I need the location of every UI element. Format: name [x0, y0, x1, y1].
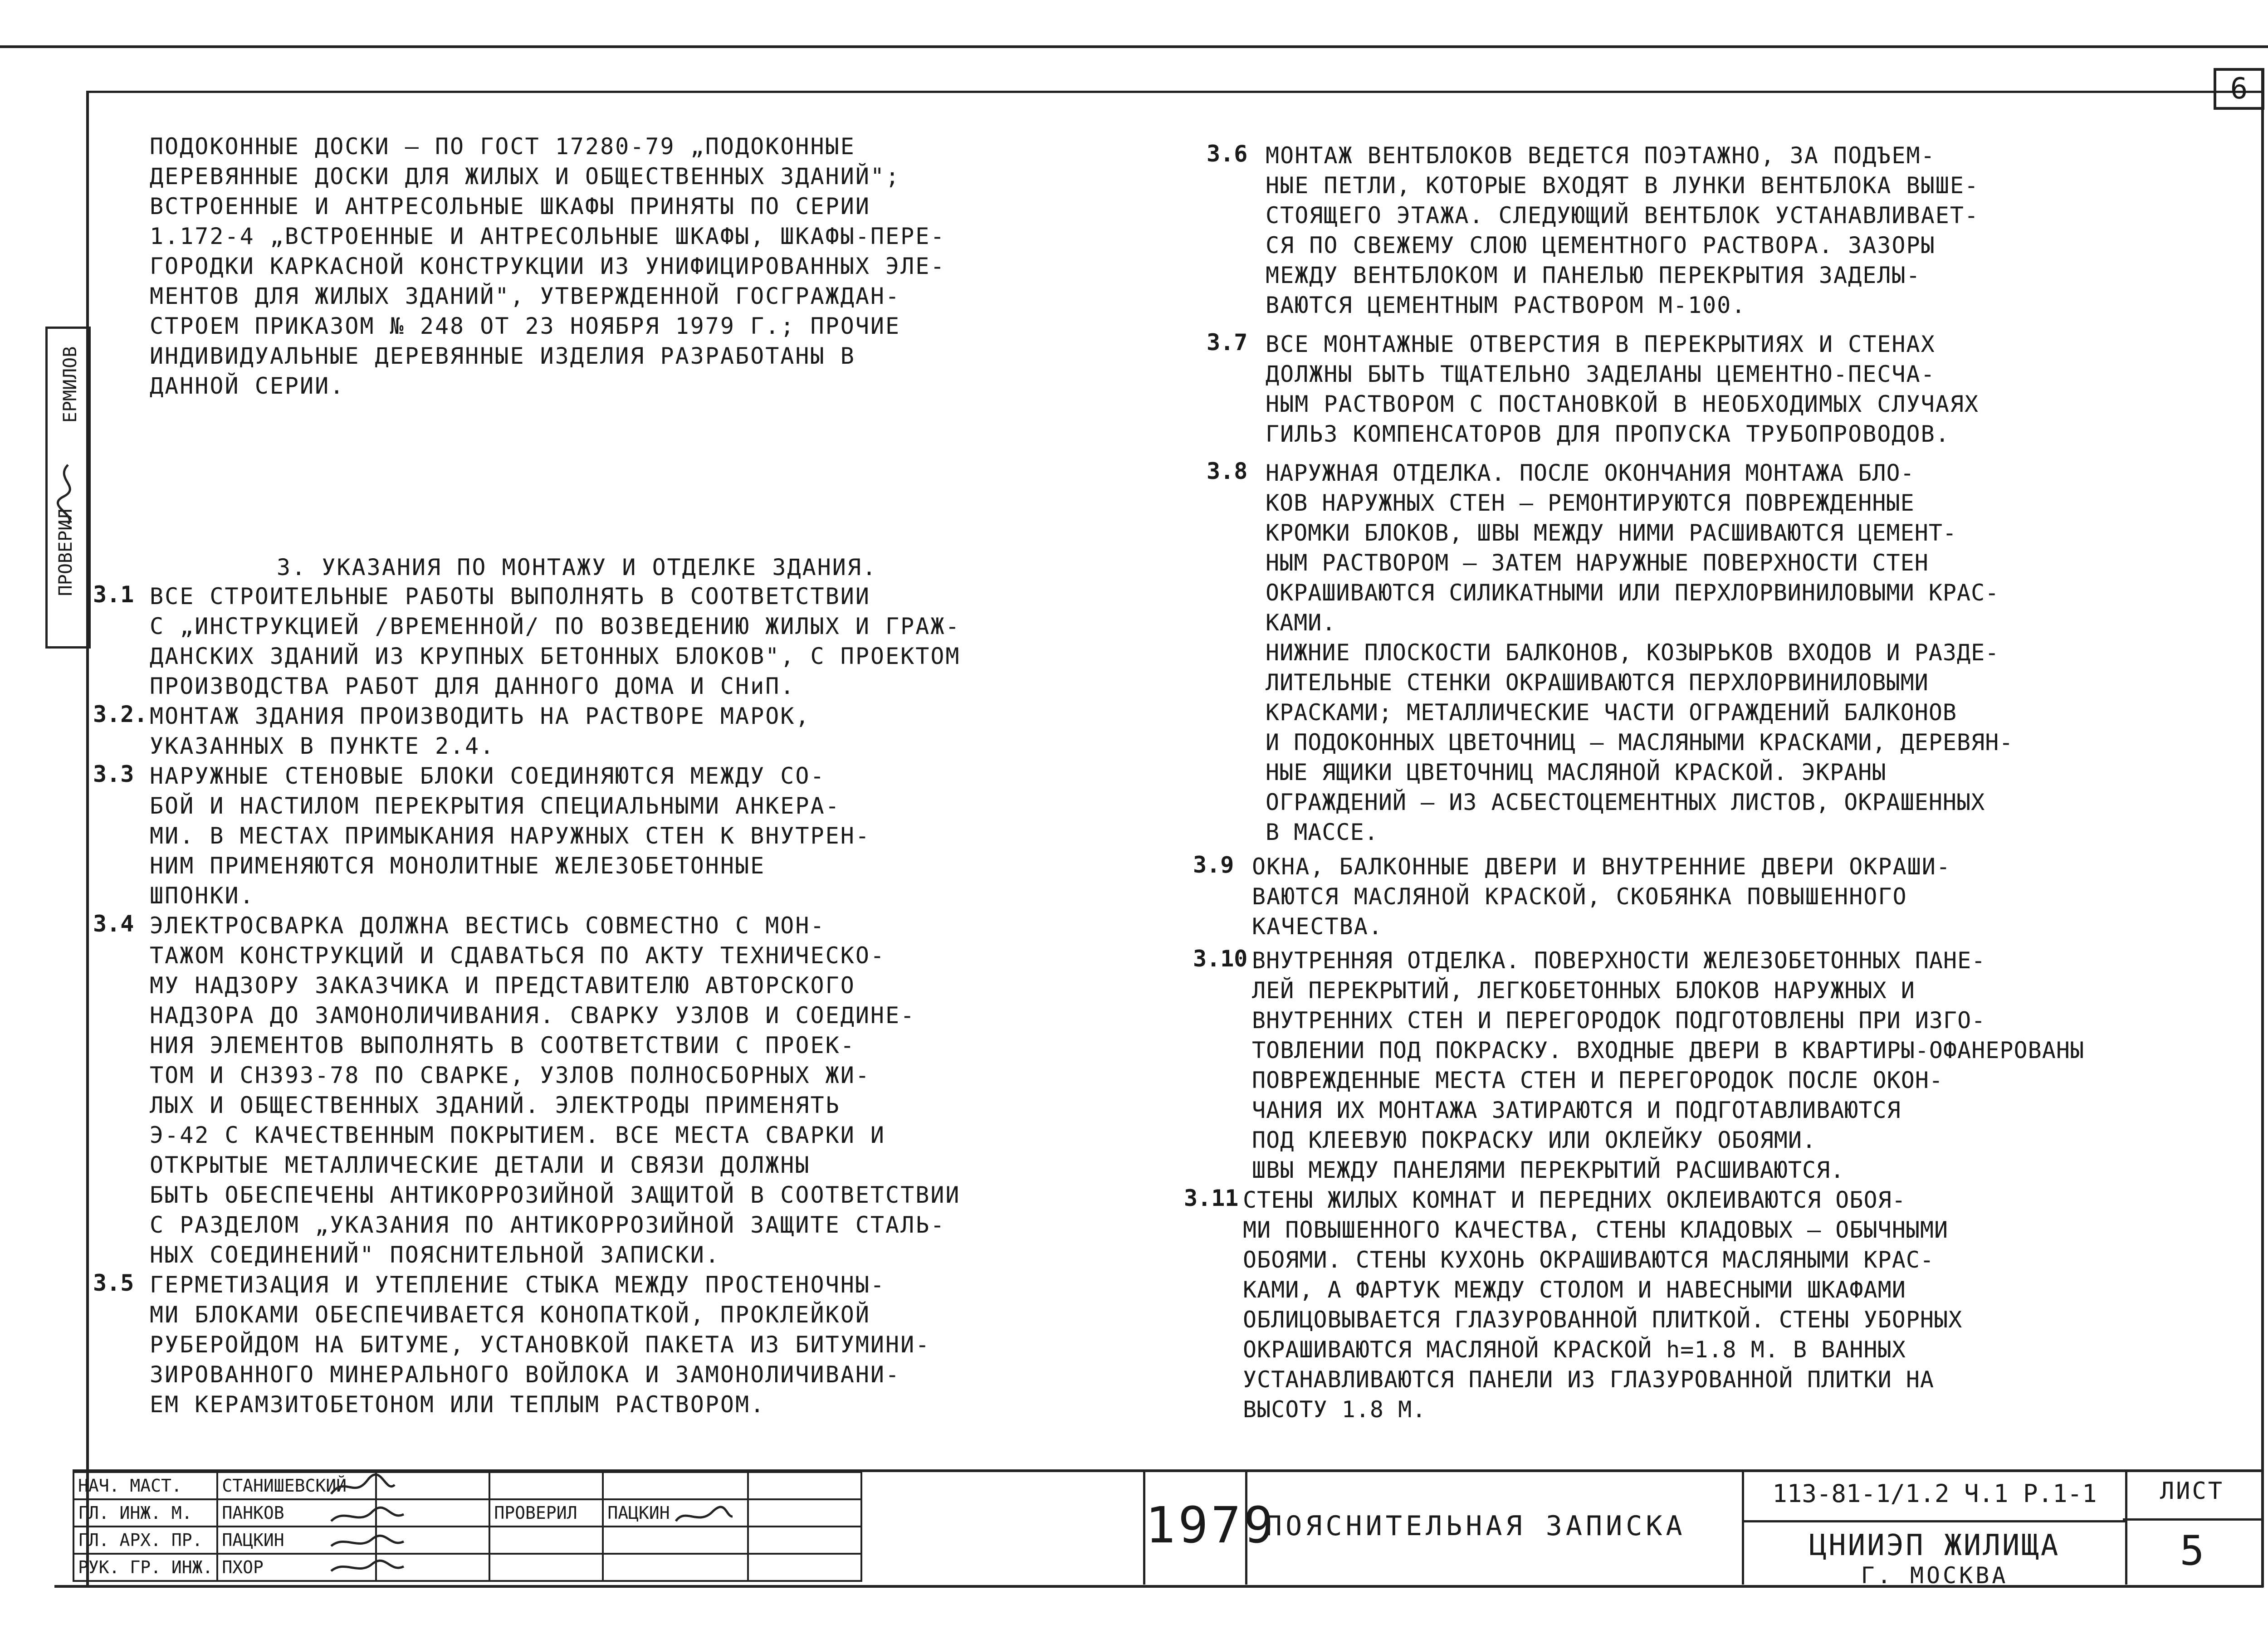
item-line: С „ИНСТРУКЦИЕЙ /ВРЕМЕННОЙ/ ПО ВОЗВЕДЕНИЮ ЖИЛЫХ И ГРАЖ-	[150, 613, 961, 639]
item-line: ТОВЛЕНИИ ПОД ПОКРАСКУ. ВХОДНЫЕ ДВЕРИ В КВАРТИРЫ-ОФАНЕРОВАНЫ	[1252, 1037, 2085, 1063]
item-line: ОТКРЫТЫЕ МЕТАЛЛИЧЕСКИЕ ДЕТАЛИ И СВЯЗИ ДОЛЖНЫ	[150, 1152, 811, 1178]
item-line: ПРОИЗВОДСТВА РАБОТ ДЛЯ ДАННОГО ДОМА И СНиП.	[150, 673, 796, 699]
item-line: В МАССЕ.	[1266, 819, 1378, 845]
item-line: ГИЛЬЗ КОМПЕНСАТОРОВ ДЛЯ ПРОПУСКА ТРУБОПРОВОДОВ.	[1266, 421, 1950, 447]
item-line: ЭЛЕКТРОСВАРКА ДОЛЖНА ВЕСТИСЬ СОВМЕСТНО С МОН-	[150, 912, 826, 939]
item-line: КРАСКАМИ; МЕТАЛЛИЧЕСКИЕ ЧАСТИ ОГРАЖДЕНИЙ БАЛКОНОВ	[1266, 699, 1957, 726]
intro-line: ИНДИВИДУАЛЬНЫЕ ДЕРЕВЯННЫЕ ИЗДЕЛИЯ РАЗРАБОТАНЫ В	[150, 343, 855, 369]
item-number: 3.11	[1184, 1185, 1239, 1211]
intro-line: ДЕРЕВЯННЫЕ ДОСКИ ДЛЯ ЖИЛЫХ И ОБЩЕСТВЕННЫХ ЗДАНИЙ";	[150, 163, 901, 190]
item-line: ОКРАШИВАЮТСЯ СИЛИКАТНЫМИ ИЛИ ПЕРХЛОРВИНИЛОВЫМИ КРАС-	[1266, 580, 1999, 606]
item-3-6	[1266, 141, 1979, 320]
item-3-1	[150, 581, 961, 701]
item-line: ГЕРМЕТИЗАЦИЯ И УТЕПЛЕНИЕ СТЫКА МЕЖДУ ПРОСТЕНОЧНЫ-	[150, 1272, 886, 1298]
item-line: КОВ НАРУЖНЫХ СТЕН – РЕМОНТИРУЮТСЯ ПОВРЕЖДЕННЫЕ	[1266, 490, 1915, 516]
item-line: С РАЗДЕЛОМ „УКАЗАНИЯ ПО АНТИКОРРОЗИЙНОЙ ЗАЩИТЕ СТАЛЬ-	[150, 1212, 946, 1238]
item-line: ВНУТРЕННЯЯ ОТДЕЛКА. ПОВЕРХНОСТИ ЖЕЛЕЗОБЕТОННЫХ ПАНЕ-	[1252, 947, 1986, 974]
item-line: ВАЮТСЯ ЦЕМЕНТНЫМ РАСТВОРОМ М-100.	[1266, 292, 1746, 318]
item-line: МИ ПОВЫШЕННОГО КАЧЕСТВА, СТЕНЫ КЛАДОВЫХ – ОБЫЧНЫМИ	[1243, 1217, 1949, 1243]
document-title: ПОЯСНИТЕЛЬНАЯ ЗАПИСКА	[1266, 1510, 1686, 1542]
sheet-number: 5	[2180, 1527, 2204, 1575]
sheet-number-box	[2214, 68, 2264, 110]
item-line: КАМИ, А ФАРТУК МЕЖДУ СТОЛОМ И НАВЕСНЫМИ ШКАФАМИ	[1243, 1277, 1906, 1303]
item-line: МОНТАЖ ЗДАНИЯ ПРОИЗВОДИТЬ НА РАСТВОРЕ МАРОК,	[150, 703, 811, 729]
item-line: ОБОЯМИ. СТЕНЫ КУХОНЬ ОКРАШИВАЮТСЯ МАСЛЯНЫМИ КРАС-	[1243, 1247, 1935, 1273]
item-line: НИЯ ЭЛЕМЕНТОВ ВЫПОЛНЯТЬ В СООТВЕТСТВИИ С ПРОЕК-	[150, 1032, 855, 1058]
item-line: ОБЛИЦОВЫВАЕТСЯ ГЛАЗУРОВАННОЙ ПЛИТКОЙ. СТЕНЫ УБОРНЫХ	[1243, 1307, 1963, 1333]
city: Г. МОСКВА	[1861, 1562, 2009, 1589]
item-line: МУ НАДЗОРУ ЗАКАЗЧИКА И ПРЕДСТАВИТЕЛЮ АВТОРСКОГО	[150, 972, 855, 999]
item-number: 3.2.	[93, 701, 148, 727]
intro-line: СТРОЕМ ПРИКАЗОМ № 248 ОТ 23 НОЯБРЯ 1979 Г.; ПРОЧИЕ	[150, 313, 901, 339]
organization: ЦНИИЭП ЖИЛИЩА	[1809, 1529, 2060, 1562]
intro-line: МЕНТОВ ДЛЯ ЖИЛЫХ ЗДАНИЙ", УТВЕРЖДЕННОЙ ГОСГРАЖДАН-	[150, 283, 901, 309]
item-line: МИ БЛОКАМИ ОБЕСПЕЧИВАЕТСЯ КОНОПАТКОЙ, ПРОКЛЕЙКОЙ	[150, 1302, 870, 1328]
intro-line: ДАННОЙ СЕРИИ.	[150, 373, 345, 399]
item-line: И ПОДОКОННЫХ ЦВЕТОЧНИЦ – МАСЛЯНЫМИ КРАСКАМИ, ДЕРЕВЯН-	[1266, 729, 2014, 756]
item-line: ШВЫ МЕЖДУ ПАНЕЛЯМИ ПЕРЕКРЫТИЙ РАСШИВАЮТСЯ.	[1252, 1157, 1845, 1183]
left-border	[86, 91, 89, 1587]
item-line: ДОЛЖНЫ БЫТЬ ТЩАТЕЛЬНО ЗАДЕЛАНЫ ЦЕМЕНТНО-ПЕСЧА-	[1266, 361, 1936, 387]
item-line: ЛИТЕЛЬНЫЕ СТЕНКИ ОКРАШИВАЮТСЯ ПЕРХЛОРВИНИЛОВЫМИ	[1266, 669, 1929, 696]
sheet-cell	[2123, 1471, 2261, 1585]
item-line: БЫТЬ ОБЕСПЕЧЕНЫ АНТИКОРРОЗИЙНОЙ ЗАЩИТОЙ В СООТВЕТСТВИИ	[150, 1182, 961, 1208]
intro-line: ГОРОДКИ КАРКАСНОЙ КОНСТРУКЦИИ ИЗ УНИФИЦИРОВАННЫХ ЭЛЕ-	[150, 253, 946, 279]
top-border	[0, 45, 2268, 48]
role-cell: ГЛ. АРХ. ПР.	[73, 1527, 217, 1554]
side-stamp	[45, 327, 91, 649]
side-stamp-checked: ПРОВЕРИЛ	[55, 508, 76, 596]
side-stamp-signature	[50, 460, 86, 528]
item-3-3	[150, 761, 870, 911]
item-3-11	[1243, 1185, 1962, 1424]
inner-top-border	[86, 91, 2263, 93]
item-line: НЫЕ ПЕТЛИ, КОТОРЫЕ ВХОДЯТ В ЛУНКИ ВЕНТБЛОКА ВЫШЕ-	[1266, 172, 1980, 199]
item-line: НЫМ РАСТВОРОМ С ПОСТАНОВКОЙ В НЕОБХОДИМЫХ СЛУЧАЯХ	[1266, 391, 1980, 417]
item-line: МЕЖДУ ВЕНТБЛОКОМ И ПАНЕЛЬЮ ПЕРЕКРЫТИЯ ЗАДЕЛЫ-	[1266, 262, 1921, 288]
checked-signature	[748, 1499, 861, 1527]
item-line: НАРУЖНАЯ ОТДЕЛКА. ПОСЛЕ ОКОНЧАНИЯ МОНТАЖА БЛО-	[1266, 460, 1915, 486]
item-line: УСТАНАВЛИВАЮТСЯ ПАНЕЛИ ИЗ ГЛАЗУРОВАННОЙ ПЛИТКИ НА	[1243, 1366, 1935, 1393]
item-line: ЛЕЙ ПЕРЕКРЫТИЙ, ЛЕГКОБЕТОННЫХ БЛОКОВ НАРУЖНЫХ И	[1252, 977, 1915, 1004]
intro-line: ВСТРОЕННЫЕ И АНТРЕСОЛЬНЫЕ ШКАФЫ ПРИНЯТЫ ПО СЕРИИ	[150, 193, 870, 219]
item-line: ЧАНИЯ ИХ МОНТАЖА ЗАТИРАЮТСЯ И ПОДГОТАВЛИВАЮТСЯ	[1252, 1097, 1901, 1123]
checked-name: ПАЦКИН	[603, 1499, 748, 1527]
name-cell: ПАЦКИН	[217, 1527, 376, 1554]
item-line: УКАЗАННЫХ В ПУНКТЕ 2.4.	[150, 733, 495, 759]
item-line: ТОМ И СН393-78 ПО СВАРКЕ, УЗЛОВ ПОЛНОСБОРНЫХ ЖИ-	[150, 1062, 870, 1088]
year-cell	[1143, 1471, 1276, 1585]
item-line: СЯ ПО СВЕЖЕМУ СЛОЮ ЦЕМЕНТНОГО РАСТВОРА. ЗАЗОРЫ	[1266, 232, 1936, 259]
item-line: ВНУТРЕННИХ СТЕН И ПЕРЕГОРОДОК ПОДГОТОВЛЕНЫ ПРИ ИЗГО-	[1252, 1007, 1986, 1034]
item-line: МИ. В МЕСТАХ ПРИМЫКАНИЯ НАРУЖНЫХ СТЕН К ВНУТРЕН-	[150, 823, 870, 849]
checked-label: ПРОВЕРИЛ	[489, 1499, 603, 1527]
item-line: РУБЕРОЙДОМ НА БИТУМЕ, УСТАНОВКОЙ ПАКЕТА ИЗ БИТУМИНИ-	[150, 1332, 931, 1358]
name-cell: СТАНИШЕВСКИЙ	[217, 1472, 376, 1499]
item-3-5	[150, 1270, 930, 1419]
item-number: 3.9	[1193, 852, 1234, 878]
item-line: СТЕНЫ ЖИЛЫХ КОМНАТ И ПЕРЕДНИХ ОКЛЕИВАЮТСЯ ОБОЯ-	[1243, 1187, 1906, 1213]
item-3-7	[1266, 329, 1979, 449]
sheet-label: ЛИСТ	[2123, 1471, 2261, 1521]
item-line: КАЧЕСТВА.	[1252, 913, 1383, 940]
item-number: 3.7	[1207, 329, 1248, 356]
name-cell: ПАНКОВ	[217, 1499, 376, 1527]
item-number: 3.6	[1207, 141, 1248, 167]
item-line: ПОД КЛЕЕВУЮ ПОКРАСКУ ИЛИ ОКЛЕЙКУ ОБОЯМИ.	[1252, 1127, 1817, 1153]
item-line: ВСЕ СТРОИТЕЛЬНЫЕ РАБОТЫ ВЫПОЛНЯТЬ В СООТВЕТСТВИИ	[150, 583, 870, 610]
handwritten-signatures	[327, 1471, 735, 1580]
item-number: 3.3	[93, 761, 134, 787]
item-line: НЫЕ ЯЩИКИ ЦВЕТОЧНИЦ МАСЛЯНОЙ КРАСКОЙ. ЭКРАНЫ	[1266, 759, 1887, 785]
item-line: ЗИРОВАННОГО МИНЕРАЛЬНОГО ВОЙЛОКА И ЗАМОНОЛИЧИВАНИ-	[150, 1361, 901, 1388]
item-line: ЛЫХ И ОБЩЕСТВЕННЫХ ЗДАНИЙ. ЭЛЕКТРОДЫ ПРИМЕНЯТЬ	[150, 1092, 841, 1118]
item-line: ВЫСОТУ 1.8 М.	[1243, 1396, 1427, 1423]
item-line: БОЙ И НАСТИЛОМ ПЕРЕКРЫТИЯ СПЕЦИАЛЬНЫМИ АНКЕРА-	[150, 793, 841, 819]
item-3-8	[1266, 458, 2013, 847]
item-line: МОНТАЖ ВЕНТБЛОКОВ ВЕДЕТСЯ ПОЭТАЖНО, ЗА ПОДЪЕМ-	[1266, 142, 1936, 169]
item-line: ПОВРЕЖДЕННЫЕ МЕСТА СТЕН И ПЕРЕГОРОДОК ПОСЛЕ ОКОН-	[1252, 1067, 1944, 1093]
intro-line: 1.172-4 „ВСТРОЕННЫЕ И АНТРЕСОЛЬНЫЕ ШКАФЫ, ШКАФЫ-ПЕРЕ-	[150, 223, 946, 249]
item-line: НИМ ПРИМЕНЯЮТСЯ МОНОЛИТНЫЕ ЖЕЛЕЗОБЕТОННЫЕ	[150, 853, 766, 879]
intro-line: ПОДОКОННЫЕ ДОСКИ – ПО ГОСТ 17280-79 „ПОДОКОННЫЕ	[150, 133, 855, 160]
side-stamp-name: ЕРМИЛОВ	[60, 346, 81, 423]
item-line: ВСЕ МОНТАЖНЫЕ ОТВЕРСТИЯ В ПЕРЕКРЫТИЯХ И СТЕНАХ	[1266, 331, 1936, 357]
item-3-9	[1252, 852, 1951, 941]
role-cell: ГЛ. ИНЖ. М.	[73, 1499, 217, 1527]
item-3-2	[150, 701, 811, 761]
item-number: 3.10	[1193, 946, 1248, 972]
item-line: ОГРАЖДЕНИЙ – ИЗ АСБЕСТОЦЕМЕНТНЫХ ЛИСТОВ, ОКРАШЕННЫХ	[1266, 789, 1985, 815]
year: 1979	[1145, 1496, 1276, 1554]
item-number: 3.4	[93, 911, 134, 937]
item-line: ДАНСКИХ ЗДАНИЙ ИЗ КРУПНЫХ БЕТОННЫХ БЛОКОВ", С ПРОЕКТОМ	[150, 643, 961, 669]
project-code: 113-81-1/1.2 Ч.1 Р.1-1	[1744, 1471, 2125, 1522]
item-3-4	[150, 911, 961, 1270]
item-line: ТАЖОМ КОНСТРУКЦИЙ И СДАВАТЬСЯ ПО АКТУ ТЕХНИЧЕСКО-	[150, 942, 886, 969]
item-line: НАДЗОРА ДО ЗАМОНОЛИЧИВАНИЯ. СВАРКУ УЗЛОВ И СОЕДИНЕ-	[150, 1002, 916, 1029]
right-border	[2261, 68, 2264, 1587]
item-line: ОКНА, БАЛКОННЫЕ ДВЕРИ И ВНУТРЕННИЕ ДВЕРИ ОКРАШИ-	[1252, 854, 1951, 880]
section-title: 3. УКАЗАНИЯ ПО МОНТАЖУ И ОТДЕЛКЕ ЗДАНИЯ.	[277, 554, 878, 580]
item-line: ОКРАШИВАЮТСЯ МАСЛЯНОЙ КРАСКОЙ h=1.8 М. В ВАННЫХ	[1243, 1336, 1906, 1363]
item-number: 3.8	[1207, 458, 1248, 484]
item-line: Э-42 С КАЧЕСТВЕННЫМ ПОКРЫТИЕМ. ВСЕ МЕСТА СВАРКИ И	[150, 1122, 886, 1148]
intro-paragraph	[150, 132, 945, 401]
sheet-number-top: 6	[2230, 72, 2248, 106]
code-block	[1742, 1471, 2127, 1589]
item-number: 3.5	[93, 1270, 134, 1296]
item-line: ШПОНКИ.	[150, 883, 255, 909]
item-line: НАРУЖНЫЕ СТЕНОВЫЕ БЛОКИ СОЕДИНЯЮТСЯ МЕЖДУ СО-	[150, 763, 826, 789]
item-number: 3.1	[93, 581, 134, 608]
item-line: КРОМКИ БЛОКОВ, ШВЫ МЕЖДУ НИМИ РАСШИВАЮТСЯ ЦЕМЕНТ-	[1266, 520, 1957, 546]
name-cell: ПХОР	[217, 1554, 376, 1581]
item-line: НЫМ РАСТВОРОМ – ЗАТЕМ НАРУЖНЫЕ ПОВЕРХНОСТИ СТЕН	[1266, 550, 1929, 576]
role-cell: НАЧ. МАСТ.	[73, 1472, 217, 1499]
item-line: ВАЮТСЯ МАСЛЯНОЙ КРАСКОЙ, СКОБЯНКА ПОВЫШЕННОГО	[1252, 883, 1907, 910]
role-cell: РУК. ГР. ИНЖ.	[73, 1554, 217, 1581]
item-line: КАМИ.	[1266, 610, 1336, 636]
item-line: СТОЯЩЕГО ЭТАЖА. СЛЕДУЮЩИЙ ВЕНТБЛОК УСТАНАВЛИВАЕТ-	[1266, 202, 1980, 229]
item-line: ЕМ КЕРАМЗИТОБЕТОНОМ ИЛИ ТЕПЛЫМ РАСТВОРОМ.	[150, 1391, 766, 1418]
item-3-10	[1252, 946, 2084, 1185]
item-line: НИЖНИЕ ПЛОСКОСТИ БАЛКОНОВ, КОЗЫРЬКОВ ВХОДОВ И РАЗДЕ-	[1266, 639, 1999, 666]
item-line: НЫХ СОЕДИНЕНИЙ" ПОЯСНИТЕЛЬНОЙ ЗАПИСКИ.	[150, 1242, 720, 1268]
